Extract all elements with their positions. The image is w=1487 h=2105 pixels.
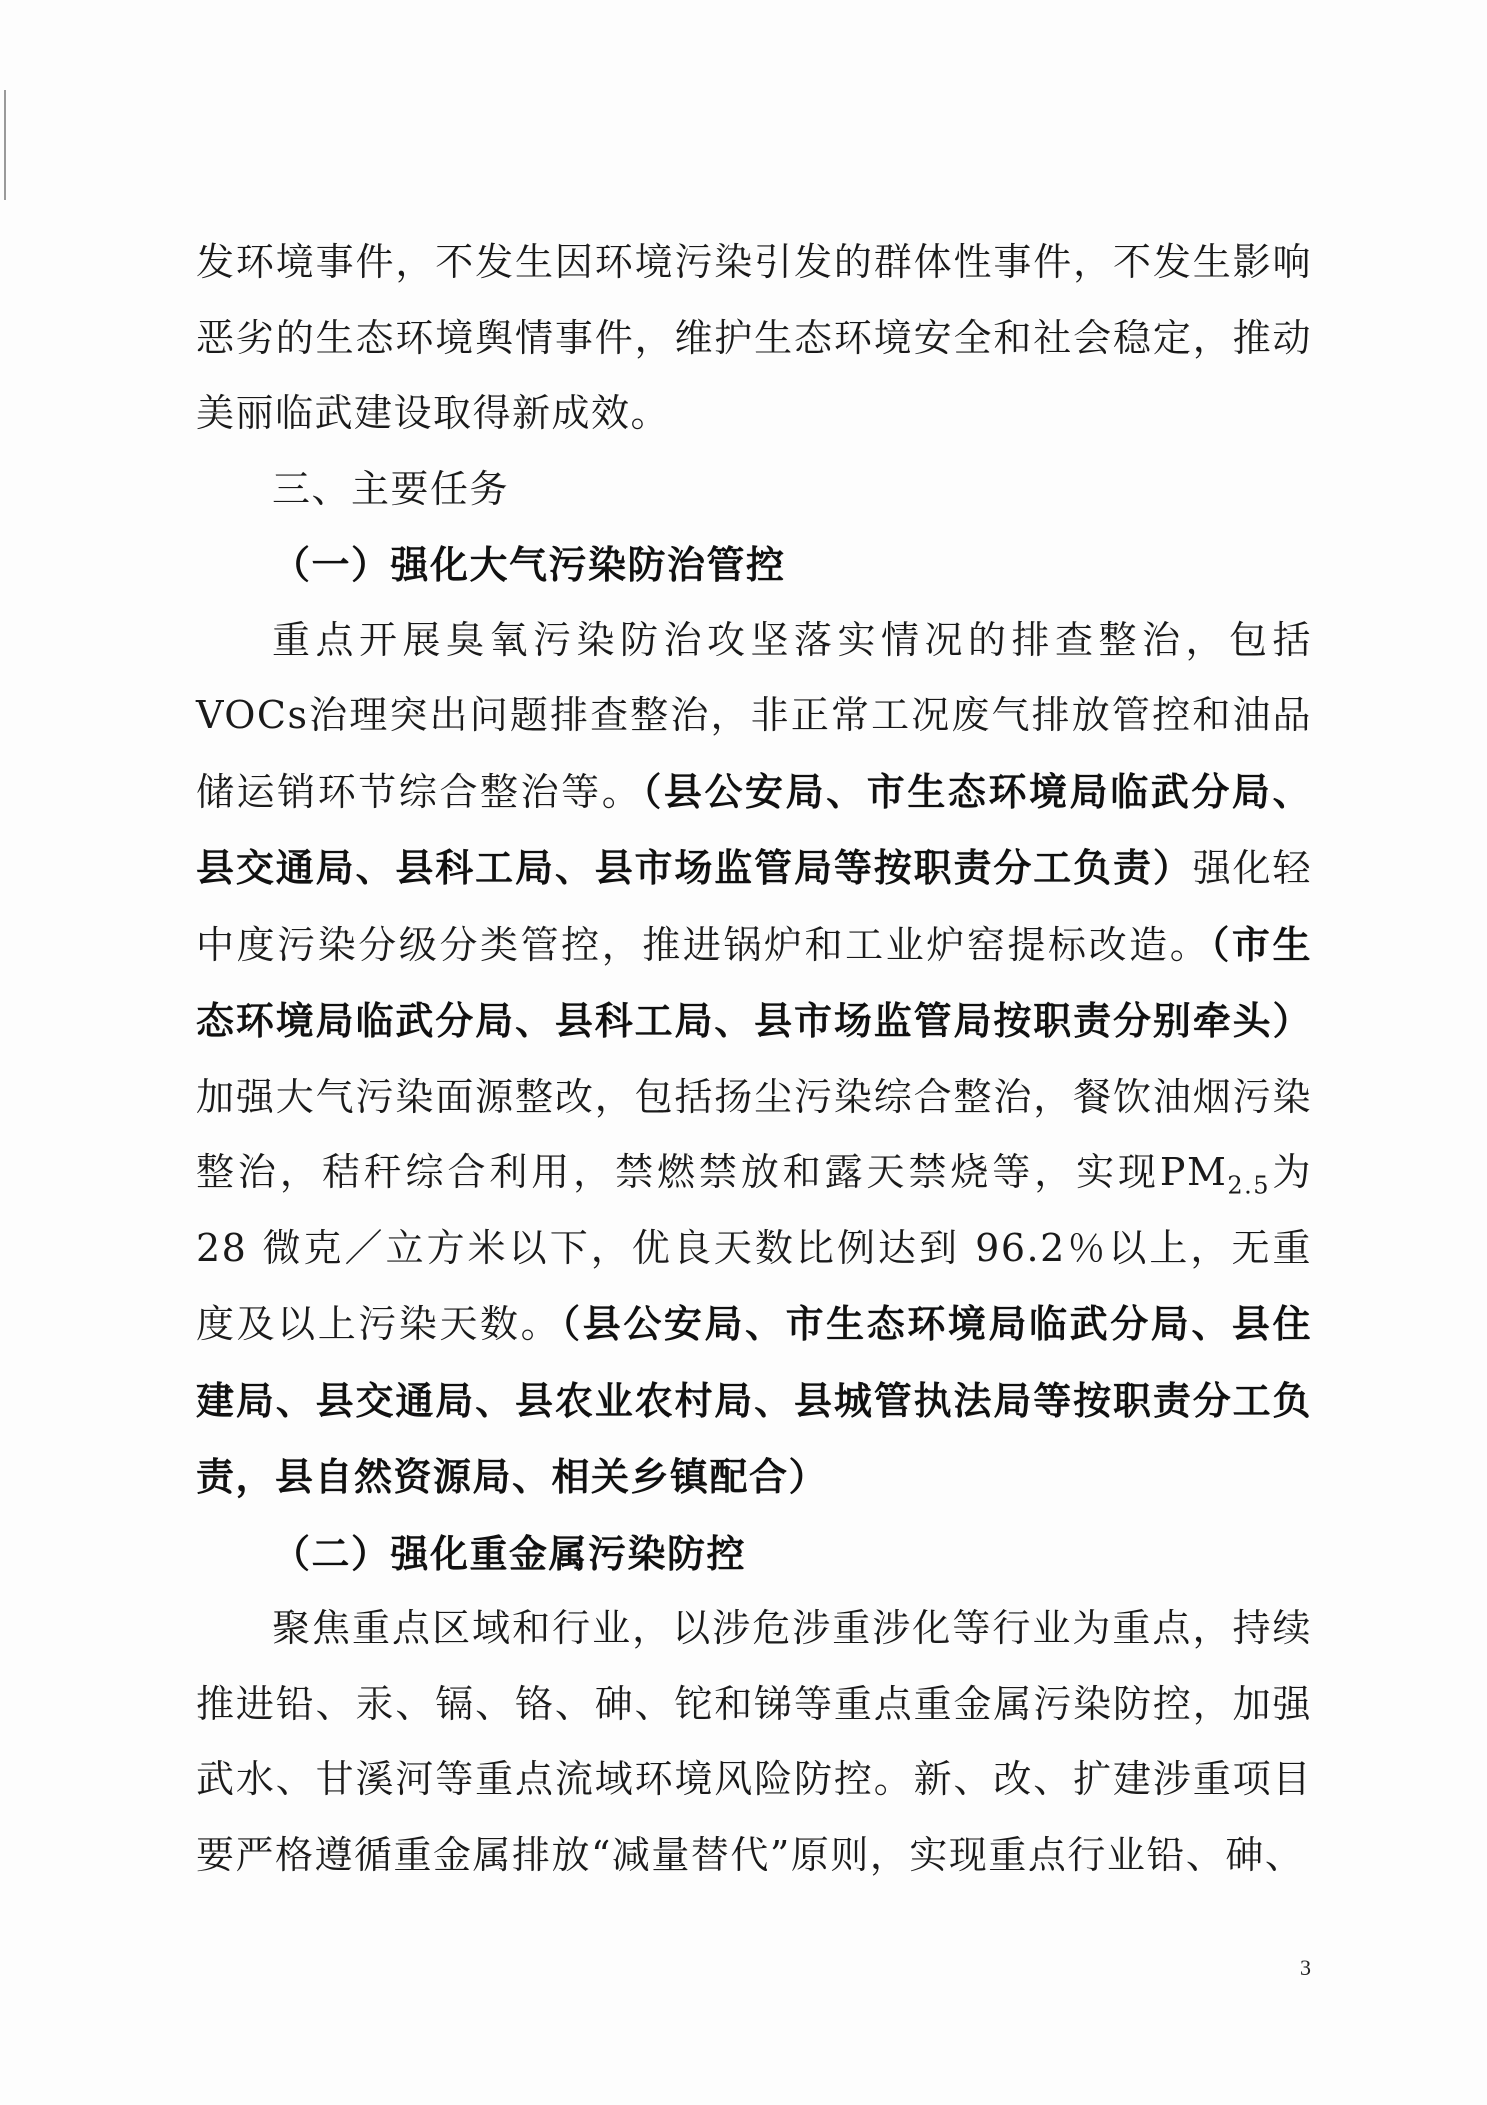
section-heading: 三、主要任务 [272, 466, 510, 511]
p2-text: 聚焦重点区域和行业，以涉危涉重涉化等行业为重点，持续推进铅、汞、镉、铬、砷、铊和锑等重点重金属污染防控，加强武水、甘溪河等重点流域环境风险防控。新、改、扩建涉重项目要严格遵循重金属排放“减量替代”原则，实现重点行业铅、砷、 [196, 1606, 1312, 1877]
subsection-2-paragraph [196, 1591, 1312, 1893]
p1-text: 重点开展臭氧污染防治攻坚落实情况的排查整治，包括VOCs治理突出问题排查整治，非正常工况废气排放管控和油品储运销环节综合整治等。 [196, 617, 1312, 814]
intro-continuation-text: 发环境事件，不发生因环境污染引发的群体性事件，不发生影响恶劣的生态环境舆情事件，维护生态环境安全和社会稳定，推动美丽临武建设取得新成效。 [196, 240, 1312, 435]
page-number: 3 [1300, 1955, 1311, 1980]
p1-text-2: 强化轻中度污染分级分类管控，推进锅炉和工业炉窑提标改造。 [196, 846, 1312, 967]
document-body [196, 225, 1312, 1893]
subsection-2-title: （二）强化重金属污染防控 [272, 1530, 747, 1576]
scan-edge-mark [4, 90, 6, 200]
subsection-1-title: （一）强化大气污染防治管控 [272, 542, 786, 587]
p1-responsibility-2: （市生态环境局临武分局、县科工局、县市场监管局按职责分别牵头） [196, 921, 1312, 1043]
pm-subscript: 2.5 [1227, 1171, 1271, 1200]
subsection-1-paragraph [196, 603, 1312, 1516]
p1-text-3b: 为 28 微克／立方米以下，优良天数比例达到 96.2％以上，无重度及以上污染天数。 [196, 1150, 1312, 1346]
intro-continuation-paragraph [196, 225, 1312, 452]
p1-text-3a: 加强大气污染面源整改，包括扬尘污染综合整治，餐饮油烟污染整治，秸秆综合利用，禁燃禁放和露天禁烧等，实现PM [196, 1074, 1312, 1194]
p1-responsibility: （县公安局、市生态环境局临武分局、县交通局、县科工局、县市场监管局等按职责分工负责） [196, 768, 1312, 890]
p1-responsibility-3: （县公安局、市生态环境局临武分局、县住建局、县交通局、县农业农村局、县城管执法局等按职责分工负责，县自然资源局、相关乡镇配合） [196, 1301, 1312, 1499]
